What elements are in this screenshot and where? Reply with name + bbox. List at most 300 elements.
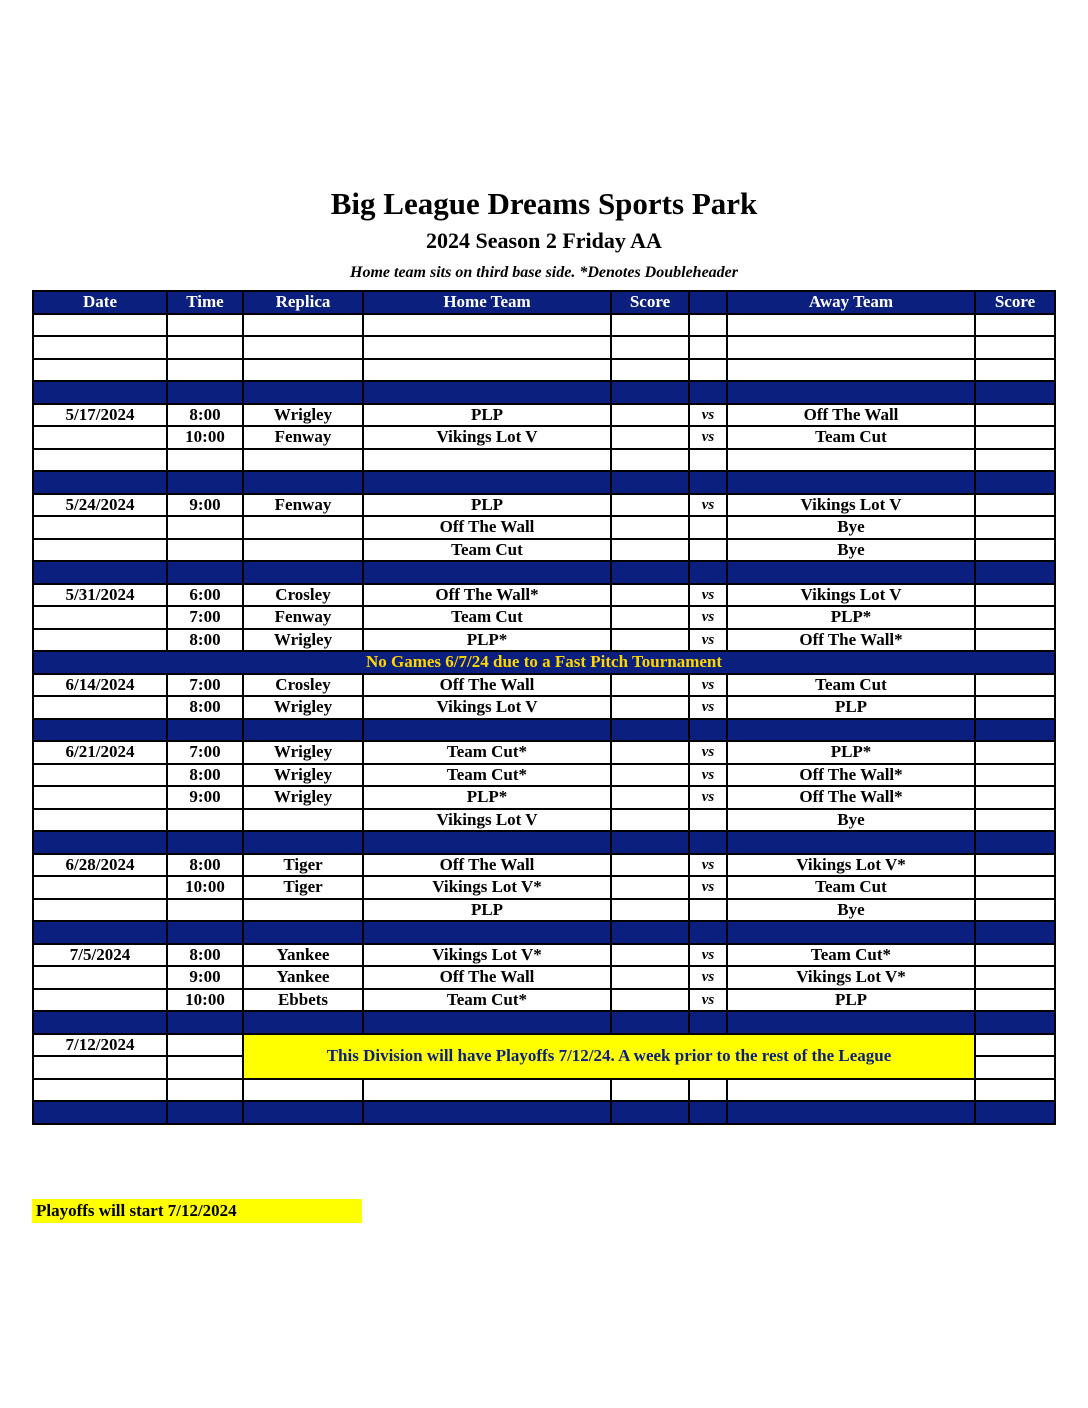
away-team-cell: Team Cut <box>727 876 975 899</box>
date-cell <box>33 786 167 809</box>
away-score-cell <box>975 854 1055 877</box>
home-team-cell: PLP* <box>363 786 611 809</box>
date-cell: 5/17/2024 <box>33 404 167 427</box>
home-team-cell <box>363 314 611 337</box>
vs-cell: vs <box>689 764 727 787</box>
home-score-cell <box>611 966 689 989</box>
no-games-notice: No Games 6/7/24 due to a Fast Pitch Tournament <box>33 651 1055 674</box>
date-cell: 6/14/2024 <box>33 674 167 697</box>
separator-cell <box>727 1011 975 1034</box>
time-cell: 10:00 <box>167 426 243 449</box>
away-team-cell <box>727 359 975 382</box>
home-score-cell <box>611 786 689 809</box>
replica-cell <box>243 516 363 539</box>
away-score-cell <box>975 494 1055 517</box>
home-score-cell <box>611 449 689 472</box>
home-team-cell <box>363 359 611 382</box>
date-cell <box>33 629 167 652</box>
separator-cell <box>33 381 167 404</box>
date-cell <box>33 876 167 899</box>
playoff-notice: This Division will have Playoffs 7/12/24. A week prior to the rest of the League <box>243 1034 975 1079</box>
separator-row <box>33 719 1055 742</box>
game-row <box>33 899 1055 922</box>
separator-cell <box>167 719 243 742</box>
away-team-cell: Vikings Lot V <box>727 494 975 517</box>
schedule-body <box>33 314 1055 1124</box>
time-cell: 7:00 <box>167 606 243 629</box>
separator-cell <box>727 1101 975 1124</box>
separator-cell <box>975 381 1055 404</box>
home-team-cell: Team Cut* <box>363 989 611 1012</box>
vs-cell: vs <box>689 606 727 629</box>
column-header-vs <box>689 291 727 314</box>
home-score-cell <box>611 764 689 787</box>
time-cell <box>167 449 243 472</box>
time-cell <box>167 359 243 382</box>
separator-cell <box>33 1101 167 1124</box>
page-subtitle: 2024 Season 2 Friday AA <box>426 228 662 253</box>
home-score-cell <box>611 606 689 629</box>
separator-cell <box>611 921 689 944</box>
home-score-cell <box>611 944 689 967</box>
home-score-cell <box>611 359 689 382</box>
time-cell <box>167 314 243 337</box>
vs-cell: vs <box>689 629 727 652</box>
home-team-cell: Off The Wall* <box>363 584 611 607</box>
home-score-cell <box>611 899 689 922</box>
time-cell: 10:00 <box>167 876 243 899</box>
away-score-cell <box>975 539 1055 562</box>
home-team-cell: Team Cut* <box>363 764 611 787</box>
separator-cell <box>33 921 167 944</box>
replica-cell: Fenway <box>243 494 363 517</box>
separator-cell <box>689 921 727 944</box>
away-score-cell <box>975 1056 1055 1079</box>
replica-cell: Tiger <box>243 854 363 877</box>
date-cell <box>33 516 167 539</box>
separator-cell <box>167 1011 243 1034</box>
separator-cell <box>363 381 611 404</box>
time-cell <box>167 1034 243 1057</box>
column-header-home-team: Home Team <box>363 291 611 314</box>
home-team-cell <box>363 1079 611 1102</box>
home-score-cell <box>611 629 689 652</box>
date-cell <box>33 426 167 449</box>
date-cell <box>33 449 167 472</box>
separator-cell <box>975 719 1055 742</box>
away-score-cell <box>975 944 1055 967</box>
separator-row <box>33 1011 1055 1034</box>
game-row <box>33 674 1055 697</box>
away-team-cell <box>727 1079 975 1102</box>
away-score-cell <box>975 516 1055 539</box>
separator-cell <box>33 719 167 742</box>
column-header-away-team: Away Team <box>727 291 975 314</box>
away-score-cell <box>975 966 1055 989</box>
game-row <box>33 989 1055 1012</box>
away-score-cell <box>975 336 1055 359</box>
home-team-cell <box>363 336 611 359</box>
separator-row <box>33 471 1055 494</box>
page-title: Big League Dreams Sports Park <box>330 186 758 221</box>
away-team-cell: Bye <box>727 516 975 539</box>
game-row <box>33 606 1055 629</box>
vs-cell: vs <box>689 494 727 517</box>
away-team-cell: PLP <box>727 989 975 1012</box>
separator-cell <box>975 561 1055 584</box>
home-score-cell <box>611 314 689 337</box>
replica-cell: Fenway <box>243 606 363 629</box>
home-team-cell: Vikings Lot V <box>363 696 611 719</box>
separator-cell <box>33 831 167 854</box>
replica-cell <box>243 359 363 382</box>
separator-cell <box>363 471 611 494</box>
away-team-cell: Vikings Lot V* <box>727 966 975 989</box>
separator-row <box>33 381 1055 404</box>
time-cell: 8:00 <box>167 629 243 652</box>
date-cell: 7/12/2024 <box>33 1034 167 1057</box>
game-row <box>33 741 1055 764</box>
replica-cell <box>243 809 363 832</box>
time-cell: 9:00 <box>167 786 243 809</box>
home-score-cell <box>611 696 689 719</box>
vs-cell <box>689 336 727 359</box>
home-score-cell <box>611 876 689 899</box>
separator-cell <box>975 831 1055 854</box>
date-cell <box>33 966 167 989</box>
game-row <box>33 494 1055 517</box>
replica-cell: Yankee <box>243 966 363 989</box>
away-team-cell: PLP* <box>727 606 975 629</box>
vs-cell: vs <box>689 876 727 899</box>
date-cell <box>33 336 167 359</box>
home-score-cell <box>611 516 689 539</box>
home-team-cell: Vikings Lot V <box>363 426 611 449</box>
replica-cell: Yankee <box>243 944 363 967</box>
separator-cell <box>611 381 689 404</box>
away-team-cell <box>727 314 975 337</box>
replica-cell: Crosley <box>243 674 363 697</box>
home-team-cell: PLP <box>363 899 611 922</box>
separator-cell <box>243 381 363 404</box>
date-cell <box>33 899 167 922</box>
vs-cell: vs <box>689 426 727 449</box>
separator-cell <box>167 561 243 584</box>
game-row <box>33 404 1055 427</box>
blank-row <box>33 449 1055 472</box>
home-team-cell: Off The Wall <box>363 674 611 697</box>
separator-row <box>33 831 1055 854</box>
time-cell: 8:00 <box>167 854 243 877</box>
vs-cell <box>689 539 727 562</box>
time-cell: 9:00 <box>167 494 243 517</box>
replica-cell: Ebbets <box>243 989 363 1012</box>
replica-cell: Wrigley <box>243 404 363 427</box>
time-cell <box>167 336 243 359</box>
vs-cell: vs <box>689 741 727 764</box>
home-team-cell: Off The Wall <box>363 854 611 877</box>
away-team-cell: PLP* <box>727 741 975 764</box>
replica-cell: Wrigley <box>243 741 363 764</box>
away-score-cell <box>975 1079 1055 1102</box>
schedule-table <box>32 290 1056 1125</box>
separator-cell <box>727 471 975 494</box>
home-team-cell: PLP* <box>363 629 611 652</box>
schedule-header-row <box>33 291 1055 314</box>
home-team-cell: Team Cut* <box>363 741 611 764</box>
away-team-cell: Off The Wall* <box>727 764 975 787</box>
separator-row <box>33 921 1055 944</box>
separator-cell <box>689 719 727 742</box>
home-score-cell <box>611 809 689 832</box>
replica-cell: Crosley <box>243 584 363 607</box>
time-cell: 8:00 <box>167 404 243 427</box>
vs-cell: vs <box>689 786 727 809</box>
date-cell: 6/21/2024 <box>33 741 167 764</box>
replica-cell: Tiger <box>243 876 363 899</box>
separator-cell <box>611 561 689 584</box>
away-team-cell: Team Cut <box>727 426 975 449</box>
page-note: Home team sits on third base side. *Denotes Doubleheader <box>350 264 738 281</box>
blank-row <box>33 314 1055 337</box>
playoff-row <box>33 1034 1055 1057</box>
time-cell: 7:00 <box>167 741 243 764</box>
game-row <box>33 854 1055 877</box>
away-score-cell <box>975 876 1055 899</box>
replica-cell: Wrigley <box>243 696 363 719</box>
separator-cell <box>243 1101 363 1124</box>
date-cell <box>33 539 167 562</box>
separator-cell <box>689 471 727 494</box>
column-header-time: Time <box>167 291 243 314</box>
away-team-cell: Off The Wall* <box>727 786 975 809</box>
separator-cell <box>363 1011 611 1034</box>
separator-cell <box>243 471 363 494</box>
replica-cell <box>243 539 363 562</box>
away-score-cell <box>975 426 1055 449</box>
game-row <box>33 809 1055 832</box>
separator-cell <box>689 381 727 404</box>
away-team-cell: Vikings Lot V* <box>727 854 975 877</box>
vs-cell <box>689 359 727 382</box>
replica-cell: Wrigley <box>243 629 363 652</box>
separator-cell <box>975 921 1055 944</box>
column-header-home-score: Score <box>611 291 689 314</box>
away-team-cell: Off The Wall* <box>727 629 975 652</box>
time-cell: 8:00 <box>167 944 243 967</box>
separator-cell <box>363 921 611 944</box>
time-cell: 8:00 <box>167 764 243 787</box>
playoffs-footnote: Playoffs will start 7/12/2024 <box>32 1199 362 1223</box>
away-score-cell <box>975 606 1055 629</box>
blank-row <box>33 359 1055 382</box>
home-score-cell <box>611 426 689 449</box>
away-score-cell <box>975 696 1055 719</box>
separator-cell <box>243 1011 363 1034</box>
game-row <box>33 584 1055 607</box>
time-cell: 6:00 <box>167 584 243 607</box>
vs-cell <box>689 449 727 472</box>
separator-cell <box>727 561 975 584</box>
separator-cell <box>611 831 689 854</box>
replica-cell <box>243 1079 363 1102</box>
game-row <box>33 786 1055 809</box>
time-cell <box>167 809 243 832</box>
home-team-cell: Vikings Lot V <box>363 809 611 832</box>
away-team-cell <box>727 449 975 472</box>
home-score-cell <box>611 741 689 764</box>
separator-cell <box>167 831 243 854</box>
away-team-cell: PLP <box>727 696 975 719</box>
separator-row <box>33 1101 1055 1124</box>
home-team-cell: Team Cut <box>363 539 611 562</box>
separator-cell <box>611 471 689 494</box>
time-cell <box>167 539 243 562</box>
away-team-cell: Bye <box>727 539 975 562</box>
home-score-cell <box>611 584 689 607</box>
game-row <box>33 696 1055 719</box>
column-header-date: Date <box>33 291 167 314</box>
separator-cell <box>363 831 611 854</box>
notice-row <box>33 651 1055 674</box>
vs-cell: vs <box>689 696 727 719</box>
date-cell <box>33 606 167 629</box>
away-score-cell <box>975 989 1055 1012</box>
separator-cell <box>33 471 167 494</box>
vs-cell: vs <box>689 584 727 607</box>
home-score-cell <box>611 539 689 562</box>
vs-cell: vs <box>689 404 727 427</box>
separator-cell <box>611 1011 689 1034</box>
time-cell <box>167 1079 243 1102</box>
home-score-cell <box>611 854 689 877</box>
vs-cell <box>689 314 727 337</box>
separator-cell <box>363 719 611 742</box>
blank-row <box>33 1079 1055 1102</box>
time-cell <box>167 1056 243 1079</box>
date-cell <box>33 1056 167 1079</box>
time-cell <box>167 516 243 539</box>
separator-cell <box>167 1101 243 1124</box>
away-score-cell <box>975 629 1055 652</box>
separator-cell <box>167 381 243 404</box>
date-cell: 7/5/2024 <box>33 944 167 967</box>
home-team-cell: Team Cut <box>363 606 611 629</box>
time-cell <box>167 899 243 922</box>
time-cell: 9:00 <box>167 966 243 989</box>
vs-cell <box>689 516 727 539</box>
vs-cell <box>689 809 727 832</box>
away-score-cell <box>975 899 1055 922</box>
date-cell <box>33 1079 167 1102</box>
date-cell: 5/31/2024 <box>33 584 167 607</box>
game-row <box>33 539 1055 562</box>
separator-cell <box>727 921 975 944</box>
replica-cell <box>243 314 363 337</box>
replica-cell <box>243 336 363 359</box>
away-team-cell: Off The Wall <box>727 404 975 427</box>
away-score-cell <box>975 809 1055 832</box>
away-score-cell <box>975 674 1055 697</box>
date-cell <box>33 359 167 382</box>
away-team-cell: Bye <box>727 899 975 922</box>
away-score-cell <box>975 764 1055 787</box>
date-cell <box>33 989 167 1012</box>
time-cell: 10:00 <box>167 989 243 1012</box>
date-cell: 6/28/2024 <box>33 854 167 877</box>
vs-cell: vs <box>689 674 727 697</box>
away-score-cell <box>975 449 1055 472</box>
away-score-cell <box>975 786 1055 809</box>
separator-cell <box>689 561 727 584</box>
separator-cell <box>611 719 689 742</box>
game-row <box>33 629 1055 652</box>
away-team-cell: Vikings Lot V <box>727 584 975 607</box>
separator-cell <box>363 561 611 584</box>
separator-cell <box>167 921 243 944</box>
separator-cell <box>243 719 363 742</box>
replica-cell <box>243 899 363 922</box>
away-score-cell <box>975 741 1055 764</box>
separator-cell <box>243 921 363 944</box>
vs-cell: vs <box>689 944 727 967</box>
separator-cell <box>975 1011 1055 1034</box>
home-score-cell <box>611 1079 689 1102</box>
home-team-cell: PLP <box>363 404 611 427</box>
separator-cell <box>727 719 975 742</box>
separator-cell <box>975 1101 1055 1124</box>
game-row <box>33 944 1055 967</box>
game-row <box>33 876 1055 899</box>
away-score-cell <box>975 584 1055 607</box>
separator-cell <box>689 1011 727 1034</box>
away-score-cell <box>975 359 1055 382</box>
date-cell <box>33 696 167 719</box>
replica-cell: Wrigley <box>243 786 363 809</box>
column-header-away-score: Score <box>975 291 1055 314</box>
separator-cell <box>33 561 167 584</box>
separator-cell <box>243 831 363 854</box>
separator-row <box>33 561 1055 584</box>
away-team-cell: Team Cut <box>727 674 975 697</box>
home-score-cell <box>611 674 689 697</box>
away-team-cell: Team Cut* <box>727 944 975 967</box>
replica-cell: Wrigley <box>243 764 363 787</box>
home-score-cell <box>611 336 689 359</box>
home-team-cell: PLP <box>363 494 611 517</box>
separator-cell <box>727 381 975 404</box>
game-row <box>33 516 1055 539</box>
vs-cell: vs <box>689 854 727 877</box>
separator-cell <box>611 1101 689 1124</box>
separator-cell <box>243 561 363 584</box>
date-cell: 5/24/2024 <box>33 494 167 517</box>
date-cell <box>33 314 167 337</box>
separator-cell <box>33 1011 167 1034</box>
home-team-cell <box>363 449 611 472</box>
blank-row <box>33 336 1055 359</box>
separator-cell <box>975 471 1055 494</box>
home-team-cell: Vikings Lot V* <box>363 944 611 967</box>
away-score-cell <box>975 1034 1055 1057</box>
separator-cell <box>727 831 975 854</box>
vs-cell <box>689 1079 727 1102</box>
date-cell <box>33 809 167 832</box>
home-score-cell <box>611 404 689 427</box>
game-row <box>33 426 1055 449</box>
separator-cell <box>363 1101 611 1124</box>
home-score-cell <box>611 989 689 1012</box>
